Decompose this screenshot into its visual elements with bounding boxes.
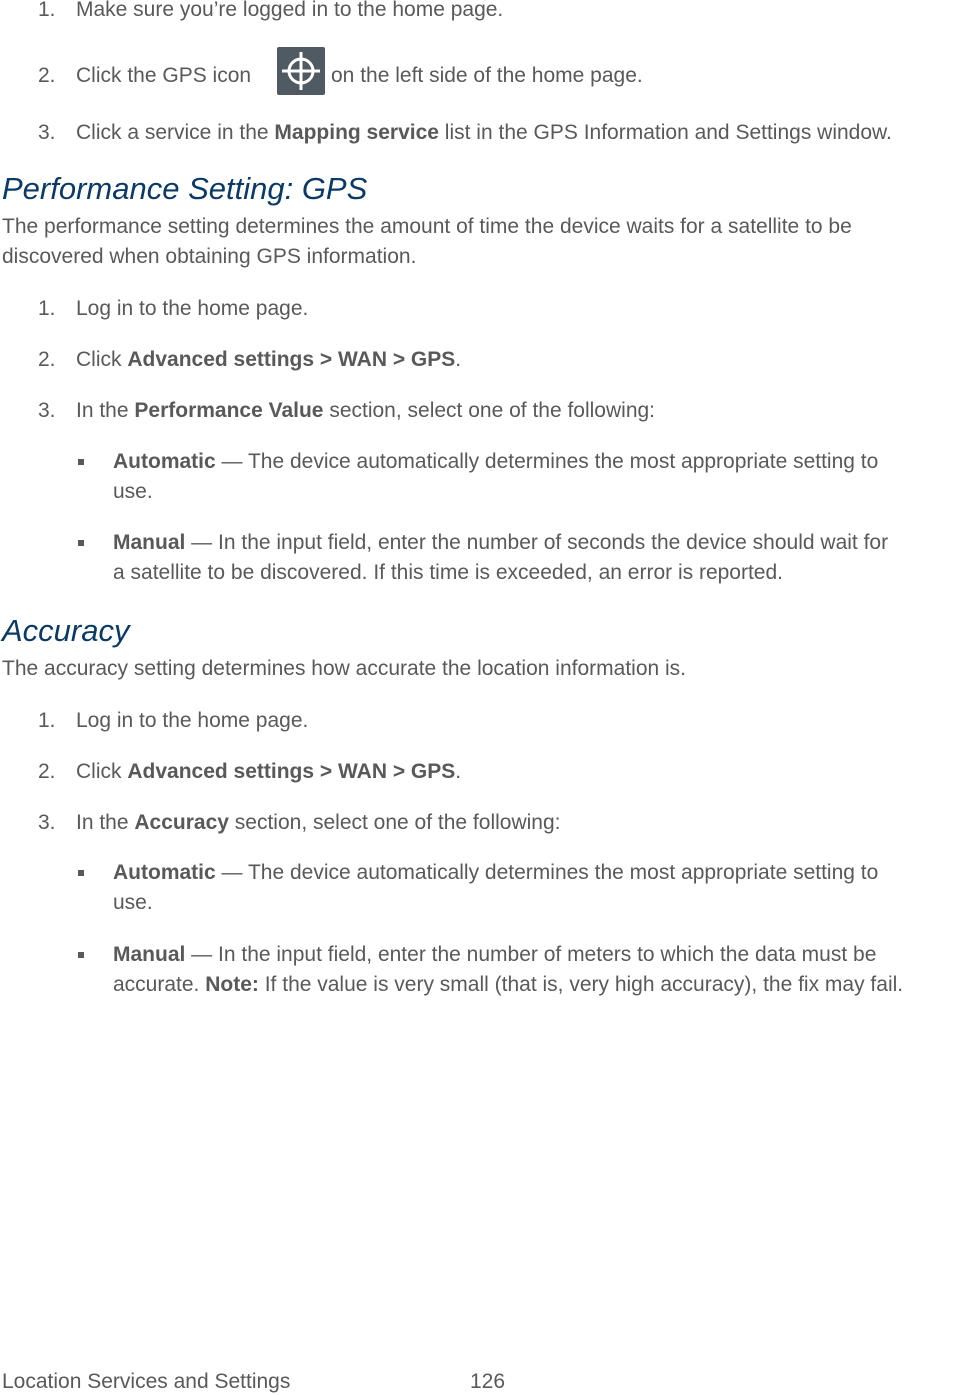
bullet-square-icon (78, 459, 84, 465)
bullet-square-icon (78, 540, 84, 546)
section-heading-accuracy: Accuracy (2, 613, 130, 648)
ui-path: Advanced settings > WAN > GPS (127, 348, 456, 371)
gps-crosshair-icon (277, 47, 325, 95)
footer-page-number: 126 (470, 1370, 506, 1393)
bullet-item: Manual — In the input field, enter the number of meters to which the data must be accurate. Note: If the value is very small (that is, very high accuracy), the fix may fail. (113, 943, 904, 996)
step-number: 1. (38, 0, 56, 21)
bullet-item: Automatic — The device automatically determines the most appropriate setting to use. (113, 450, 879, 503)
section-heading-performance: Performance Setting: GPS (2, 171, 368, 206)
ui-term: Mapping service (274, 121, 439, 144)
step-text: In the Performance Value section, select one of the following: (76, 399, 656, 422)
step-number: 1. (38, 709, 56, 732)
bullet-square-icon (78, 870, 84, 876)
step-number: 3. (38, 399, 56, 422)
note-label: Note: (205, 973, 259, 996)
step-number: 3. (38, 121, 56, 144)
step-text: Click Advanced settings > WAN > GPS. (76, 760, 462, 783)
step-text: Click a service in the Mapping service list in the GPS Information and Settings window. (76, 121, 892, 144)
step-number: 3. (38, 811, 56, 834)
ui-term: Accuracy (134, 811, 229, 834)
step-text: In the Accuracy section, select one of the following: (76, 811, 561, 834)
step-text: Click the GPS icon (76, 64, 252, 87)
ui-path: Advanced settings > WAN > GPS (127, 760, 456, 783)
step-text: Log in to the home page. (76, 297, 309, 320)
step-text: Log in to the home page. (76, 709, 309, 732)
step-number: 2. (38, 348, 56, 371)
step-number: 1. (38, 297, 56, 320)
step-number: 2. (38, 760, 56, 783)
bullet-item: Manual — In the input field, enter the number of seconds the device should wait for a satellite to be discovered. If this time is exceeded, an error is reported. (113, 531, 889, 584)
ui-term: Performance Value (134, 399, 324, 422)
footer-section-title: Location Services and Settings (2, 1370, 291, 1393)
step-text: on the left side of the home page. (331, 64, 643, 87)
section-intro: The performance setting determines the amount of time the device waits for a satellite to be discovered when obtaining GPS information. (2, 215, 852, 268)
step-text: Click Advanced settings > WAN > GPS. (76, 348, 462, 371)
step-number: 2. (38, 64, 56, 87)
step-text: Make sure you’re logged in to the home page. (76, 0, 504, 21)
section-intro: The accuracy setting determines how accurate the location information is. (2, 657, 687, 680)
bullet-item: Automatic — The device automatically determines the most appropriate setting to use. (113, 861, 879, 914)
bullet-square-icon (78, 952, 84, 958)
